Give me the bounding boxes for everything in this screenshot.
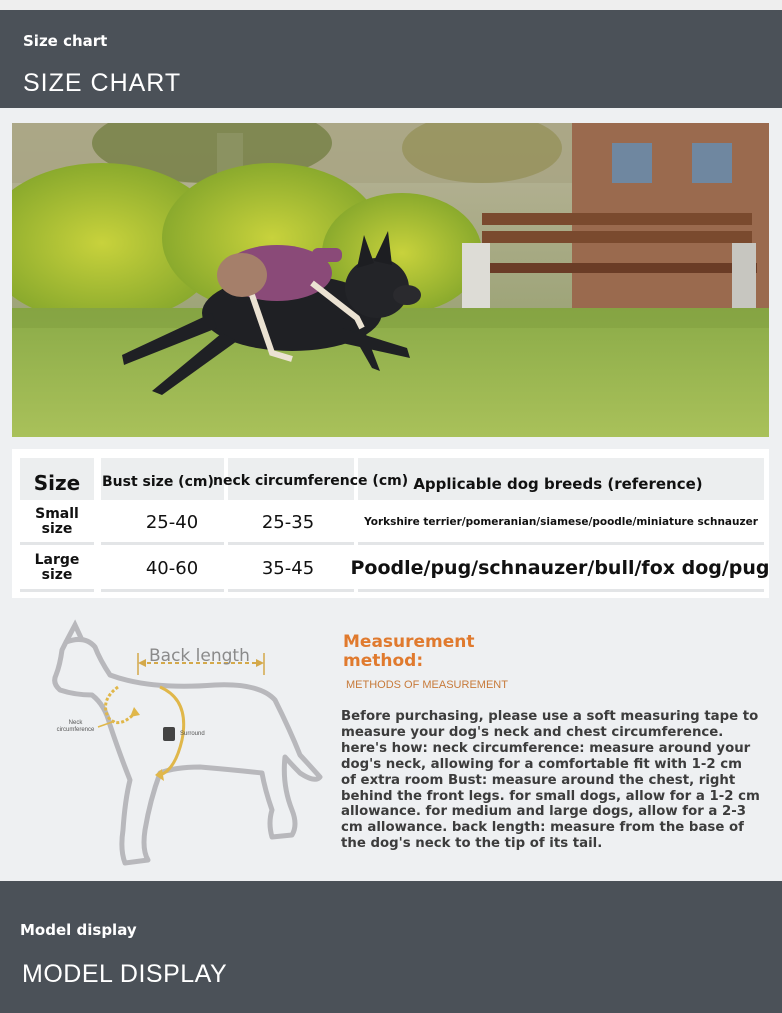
neck-value: 35-45 <box>261 557 315 579</box>
header-bust: Bust size (cm) <box>102 474 214 490</box>
measurement-title <box>343 633 475 671</box>
size-label-line1: Small <box>35 506 79 522</box>
header-breeds: Applicable dog breeds (reference) <box>413 475 703 493</box>
dog-running-photo <box>12 123 769 437</box>
size-chart-header <box>0 10 782 108</box>
measurement-title-line1: Measurement <box>343 632 475 652</box>
surround-label: Surround <box>180 731 205 737</box>
row-divider <box>20 542 94 545</box>
bust-value: 40-60 <box>145 557 199 579</box>
neck-label-line2: circumference <box>56 727 95 733</box>
size-table <box>12 449 769 598</box>
row-divider <box>20 589 94 592</box>
table-row-large-size <box>20 550 94 586</box>
row-divider <box>228 542 354 545</box>
size-label-line1: Large <box>34 552 80 568</box>
size-chart-title: SIZE CHART <box>23 69 182 97</box>
back-length-label: Back length <box>149 646 250 666</box>
row-divider <box>101 589 224 592</box>
header-size: Size <box>33 471 81 495</box>
row-divider <box>358 542 764 545</box>
model-display-header <box>0 881 782 1013</box>
neck-label-line1: Neck <box>68 720 83 726</box>
header-neck: neck circumference (cm) <box>213 473 409 489</box>
breeds-value: Poodle/pug/schnauzer/bull/fox dog/pug <box>350 557 770 579</box>
top-strip <box>0 0 782 10</box>
measurement-instructions: Before purchasing, please use a soft measuring tape to measure your dog's neck and chest circumference. here's how: neck circumference: measure around your dog's neck, allowing for a comfortable fit with 1-2 cm of extra room Bust: measure around the chest, right behind the front legs. for small dogs, allow for a 1-2 cm allowance. for medium and large dogs, allow for a 2-3 cm allowance. back length: measure from the base of the dog's neck to the tip of its tail. <box>341 709 760 852</box>
model-display-subtitle: Model display <box>20 921 137 939</box>
model-display-title: MODEL DISPLAY <box>22 960 228 988</box>
measurement-subtitle: METHODS OF MEASUREMENT <box>346 679 508 691</box>
size-chart-subtitle: Size chart <box>23 32 108 50</box>
row-divider <box>101 542 224 545</box>
table-row-small-size <box>20 504 94 540</box>
product-photo <box>12 123 769 437</box>
neck-value: 25-35 <box>261 511 315 533</box>
bust-value: 25-40 <box>145 511 199 533</box>
measurement-title-line2: method: <box>343 651 424 671</box>
size-label-line2: size <box>41 521 73 537</box>
neck-circumference-label <box>53 720 98 734</box>
row-divider <box>358 589 764 592</box>
size-label-line2: size <box>41 567 73 583</box>
row-divider <box>228 589 354 592</box>
breeds-value: Yorkshire terrier/pomeranian/siamese/poodle/miniature schnauzer <box>364 516 758 528</box>
